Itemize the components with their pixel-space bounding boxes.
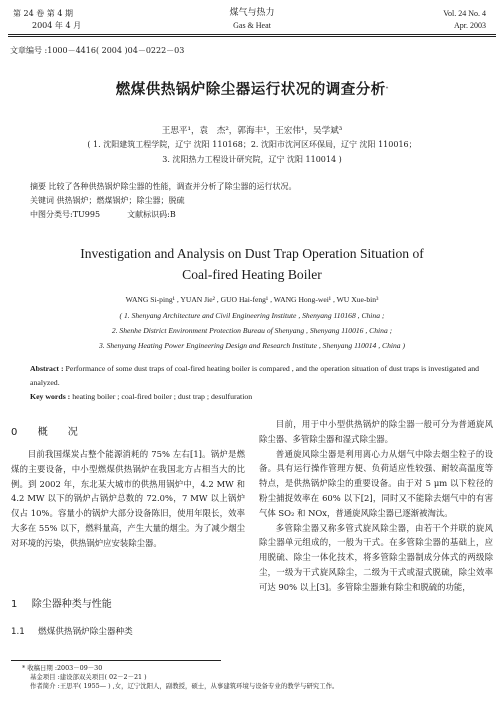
section-1-number: 1 [11,599,18,610]
footnote-rule [11,660,221,661]
section-0-paragraph [11,447,245,551]
keywords-cn-text: 供热锅炉；燃煤锅炉；除尘器；脱硫 [56,196,185,205]
title-footnote-mark: * [385,86,389,92]
doc-code-label: 文献标识码 [127,210,168,219]
header-date: 2004 年 4 月 [32,21,82,30]
title-en-line-2: Coal-fired Heating Boiler [182,267,322,282]
affiliation-cn-2: 3. 沈阳热力工程设计研究院，辽宁 沈阳 110014 ) [162,155,342,164]
right-para-2: 普通旋风除尘器是利用离心力从烟气中除去烟尘粒子的设备。具有运行操作管理方便、负荷适应性较强、耐较高温度等特点，是供热锅炉除尘的重要设备。由于对 5 μm 以下粒径的粉尘捕捉效率在 60% 以下[2]，同时又不能除去烟气中的有害气体 SO₂ 和 NOx，普通旋风除尘器已逐渐被淘汰。 [259,448,493,518]
title-cn: 燃煤供热锅炉除尘器运行状况的调查分析 [115,82,386,98]
footnote-fund: 基金项目 :建设部双关项目( 02－2－21 ) [30,673,147,681]
journal-name-en: Gas & Heat [233,21,271,30]
subsection-1-1-number: 1.1 [11,627,25,637]
title-cn-block [0,78,504,99]
doc-code-value: :B [167,210,176,219]
abstract-cn-text: 比较了各种供热锅炉除尘器的性能，调查并分析了除尘器的运行状况。 [48,182,297,191]
right-column [259,417,493,595]
header-rule-top [8,34,496,35]
section-0-heading [11,423,78,438]
affiliation-cn-1: ( 1. 沈阳建筑工程学院，辽宁 沈阳 110168；2. 沈阳市沈河区环保局，辽宁 沈阳 110016； [87,140,417,149]
keywords-en [30,392,252,401]
clc-line [30,209,290,220]
clc-label: 中图分类号 [30,210,70,219]
abstract-en-label: Abstract : [30,364,64,373]
affiliation-en-1: ( 1. Shenyang Architecture and Civil Engineering Institute , Shenyang 110168 , China ; [119,311,385,320]
authors-en: WANG Si-ping¹ , YUAN Jie² , GUO Hai-feng¹ , WANG Hong-wei¹ , WU Xue-bin³ [125,295,379,304]
section-0-text: 目前我国煤炭占整个能源消耗的 75% 左右[1]。锅炉是燃煤的主要设备，中小型燃煤供热锅炉在我国北方占相当大的比例。到 2002 年，东北某大城市的供热用锅炉中，4.2 MW 和 4.2 MW 以下的锅炉占锅炉总数的 72.0%，7 MW 以上锅炉仅占 10%。容量小的锅炉大部分设备陈旧，使用年限长，效率大多在 55% 以下，燃料量高，产生大量的烟尘。为了减少烟尘对环境的污染，供热锅炉应安装除尘器。 [11,449,245,548]
subsection-1-1-heading [11,625,133,637]
clc-value: :TU995 [70,210,101,219]
section-0-number: 0 [11,427,18,438]
abstract-cn-label: 摘要 [30,182,46,191]
affiliation-en-2: 2. Shenhe District Environment Protection Bureau of Shenyang , Shenyang 110016 , China ; [111,326,393,335]
header-volume: Vol. 24 No. 4 [443,9,486,18]
keywords-en-label: Key words : [30,392,71,401]
section-1-title: 除尘器种类与性能 [31,599,112,610]
keywords-en-text: heating boiler ; coal-fired boiler ; dust trap ; desulfuration [72,392,253,401]
section-0-title: 概 况 [37,427,78,438]
right-para-3: 多管除尘器又称多管式旋风除尘器，由若干个并联的旋风除尘器单元组成的，一般为干式。在多管除尘器的基础上，应用脱硫、除尘一体化技术，将多管除尘器制成分体式的两级除尘，一级为干式旋风除尘，二级为干式或湿式脱硫，除尘效率可达 90% 以上[3]。多管除尘器兼有除尘和脱硫的功能， [259,522,493,592]
header-date-en: Apr. 2003 [454,21,486,30]
right-para-1: 目前，用于中小型供热锅炉的除尘器一般可分为普通旋风除尘器、多管除尘器和湿式除尘器。 [259,419,493,444]
header-issue: 第 24 卷 第 4 期 [13,9,73,18]
keywords-cn-label: 关键词 [30,196,54,205]
subsection-1-1-title: 燃煤供热锅炉除尘器种类 [38,627,133,637]
abstract-en [30,362,486,389]
header-rule-bottom [8,36,496,37]
section-1-heading [11,595,112,610]
affiliation-en-3: 3. Shenyang Heating Power Engineering Design and Research Institute , Shenyang 110014 , China ) [98,341,406,350]
authors-cn: 王思平¹，袁 杰²，郭海丰¹，王宏伟¹，吴学斌³ [161,126,343,136]
keywords-cn [30,195,185,206]
abstract-cn [30,181,297,192]
journal-name-cn: 煤气与热力 [229,8,275,18]
footnote-author: 作者简介 :王思平( 1955— ) ,女，辽宁沈阳人，副教授，硕士，从事建筑环境与设备专业的教学与研究工作。 [30,682,339,690]
article-number: 文章编号 :1000－4416( 2004 )04－0222－03 [10,46,185,55]
title-en-line-1: Investigation and Analysis on Dust Trap Operation Situation of [80,246,424,261]
footnote-received: * 收稿日期 :2003－09－30 [22,664,103,672]
abstract-en-text: Performance of some dust traps of coal-fired heating boiler is compared , and the operation situation of dust traps is investigated and analyzed. [30,364,480,387]
